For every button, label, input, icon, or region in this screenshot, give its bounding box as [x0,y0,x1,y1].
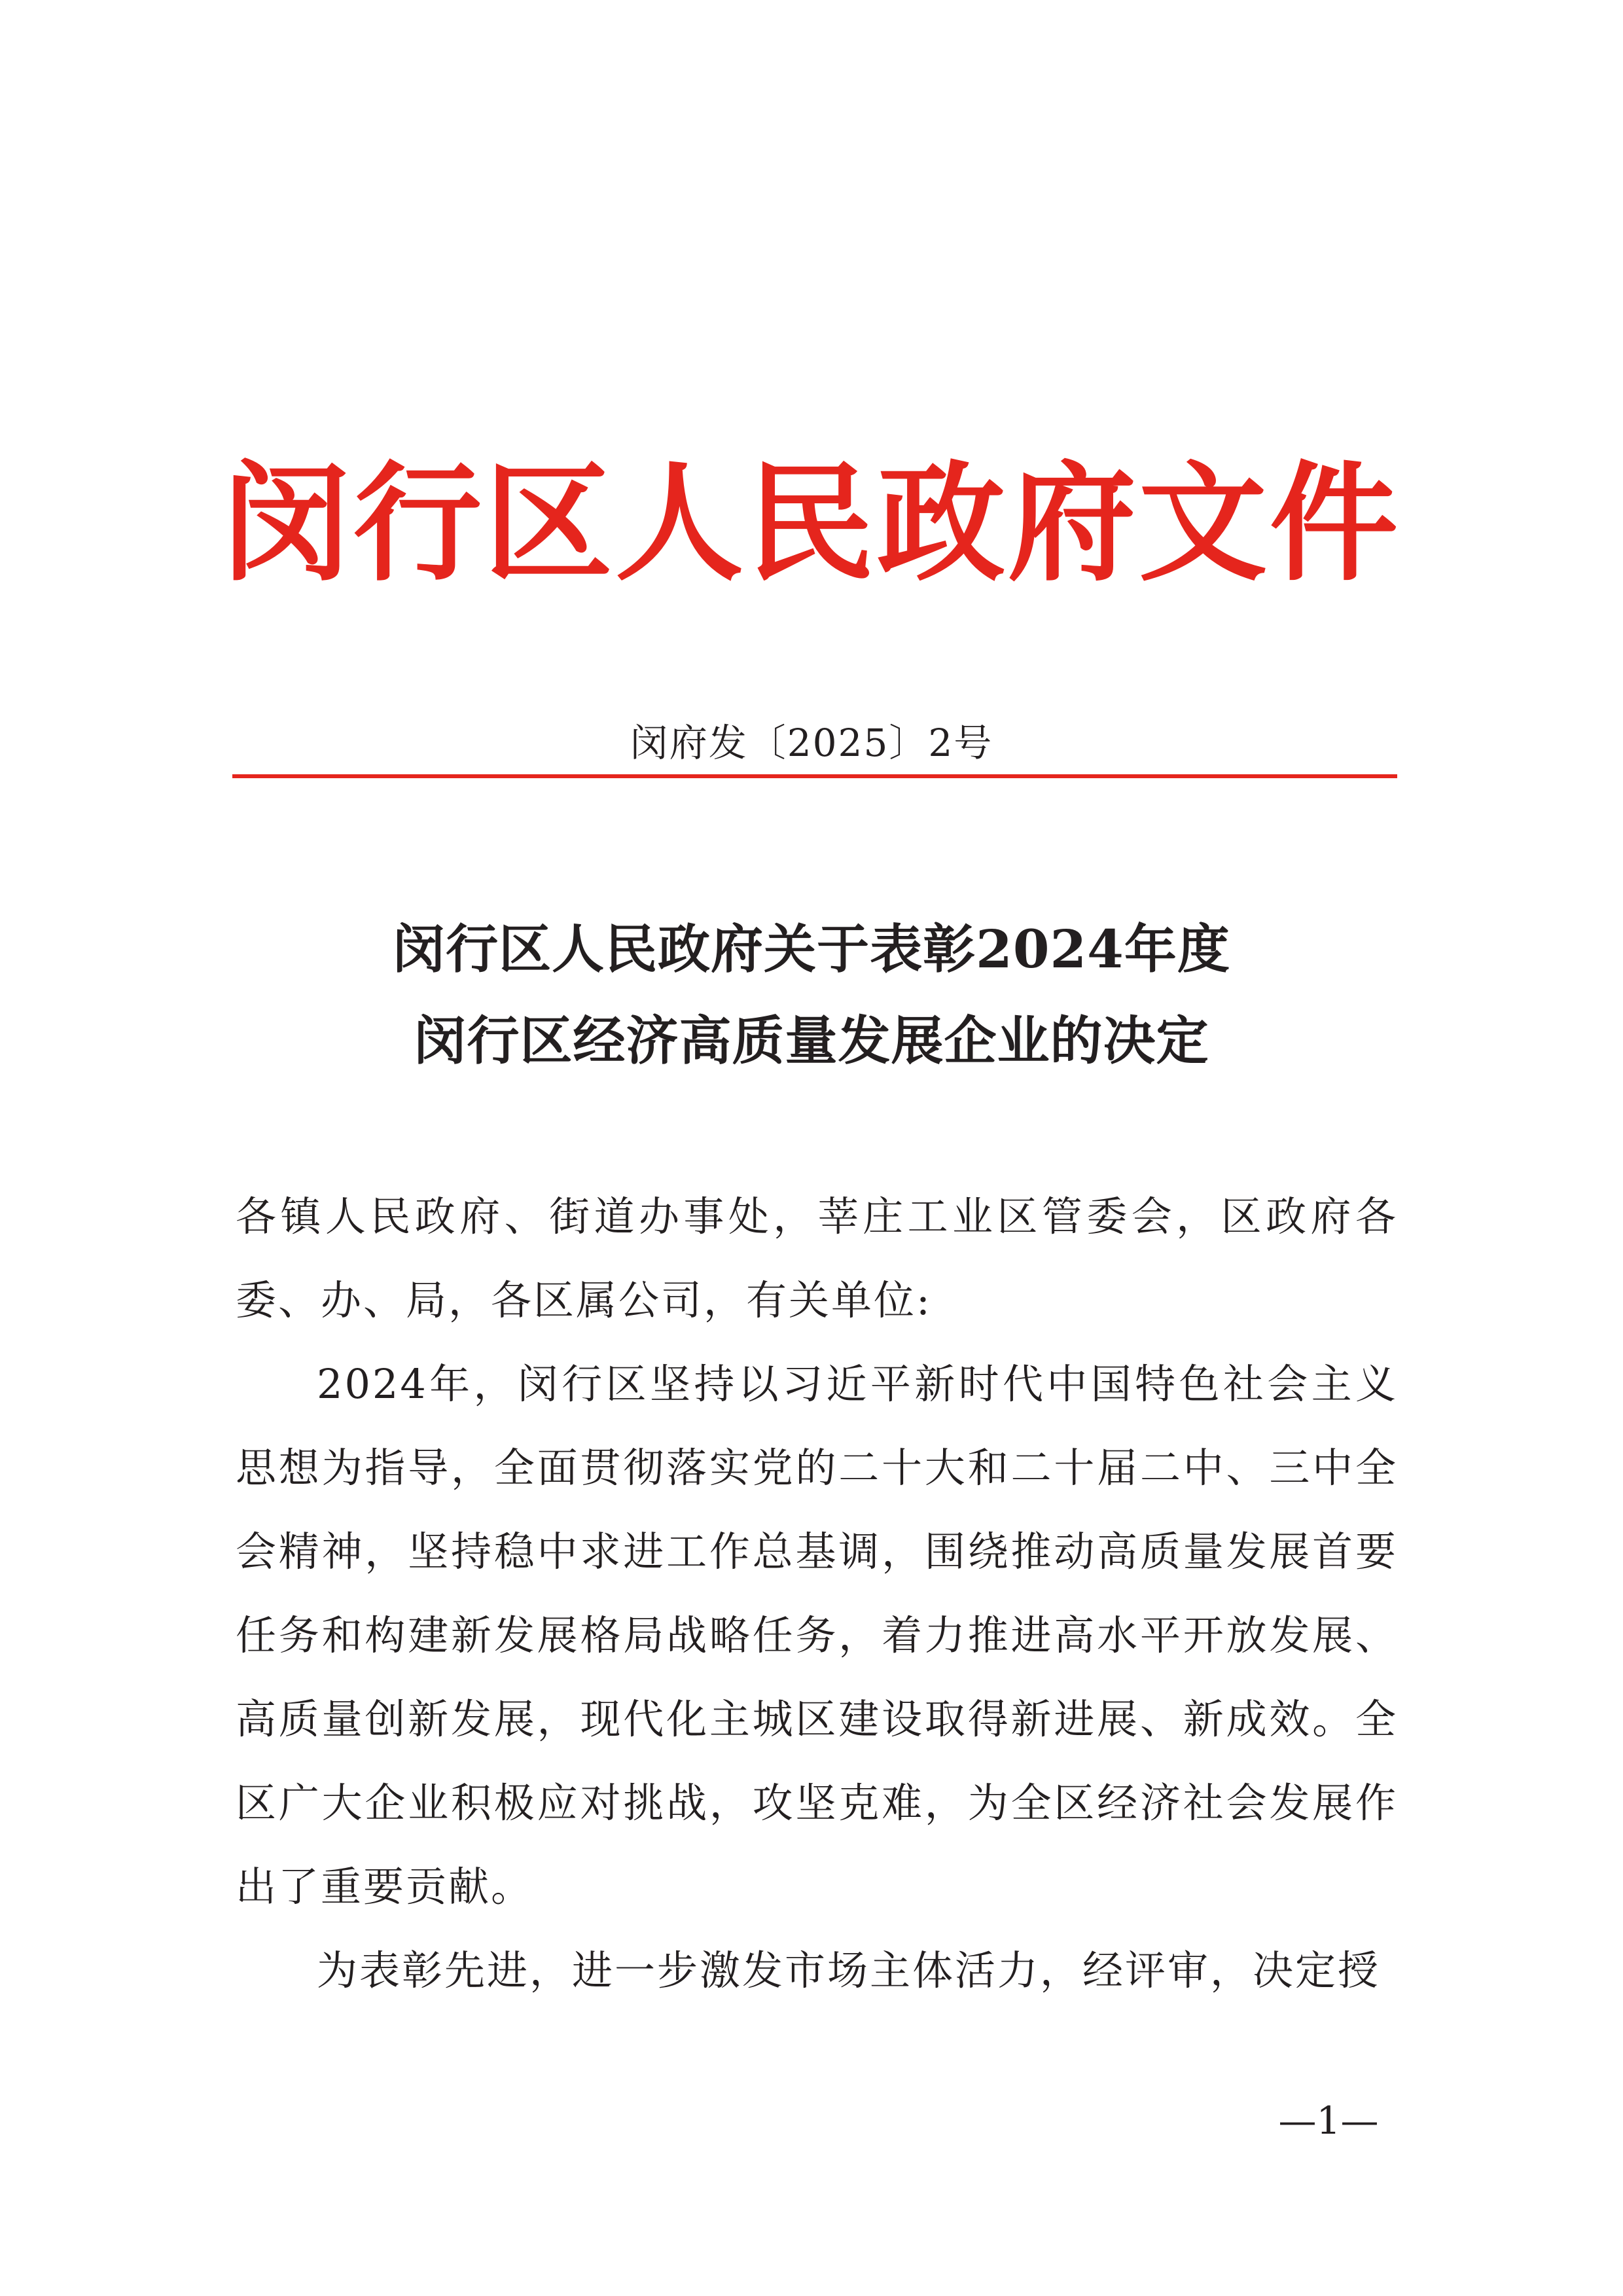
red-divider-line [232,774,1397,778]
document-title-line-1: 闵行区人民政府关于表彰2024年度 [393,918,1230,980]
page-number: —1— [1278,2098,1379,2143]
document-number: 闵府发〔2025〕2号 [630,721,993,765]
body-paragraph-1: 2024年，闵行区坚持以习近平新时代中国特色社会主义思想为指导，全面贯彻落实党的二十大和二十届二中、三中全会精神，坚持稳中求进工作总基调，围绕推动高质量发展首要任务和构建新发展格局战略任务，着力推进高水平开放发展、高质量创新发展，现代化主城区建设取得新进展、新成效。全区广大企业积极应对挑战，攻坚克难，为全区经济社会发展作出了重要贡献。 [236,1360,1398,1910]
document-body [236,1175,1398,2013]
document-title-line-2: 闵行区经济高质量发展企业的决定 [414,1010,1209,1071]
addressees: 各镇人民政府、街道办事处，莘庄工业区管委会，区政府各委、办、局，各区属公司，有关单位: [236,1193,1398,1324]
body-paragraph-2: 为表彰先进，进一步激发市场主体活力，经评审，决定授 [317,1946,1381,1994]
issuer-title: 闵行区人民政府文件 [222,448,1400,599]
